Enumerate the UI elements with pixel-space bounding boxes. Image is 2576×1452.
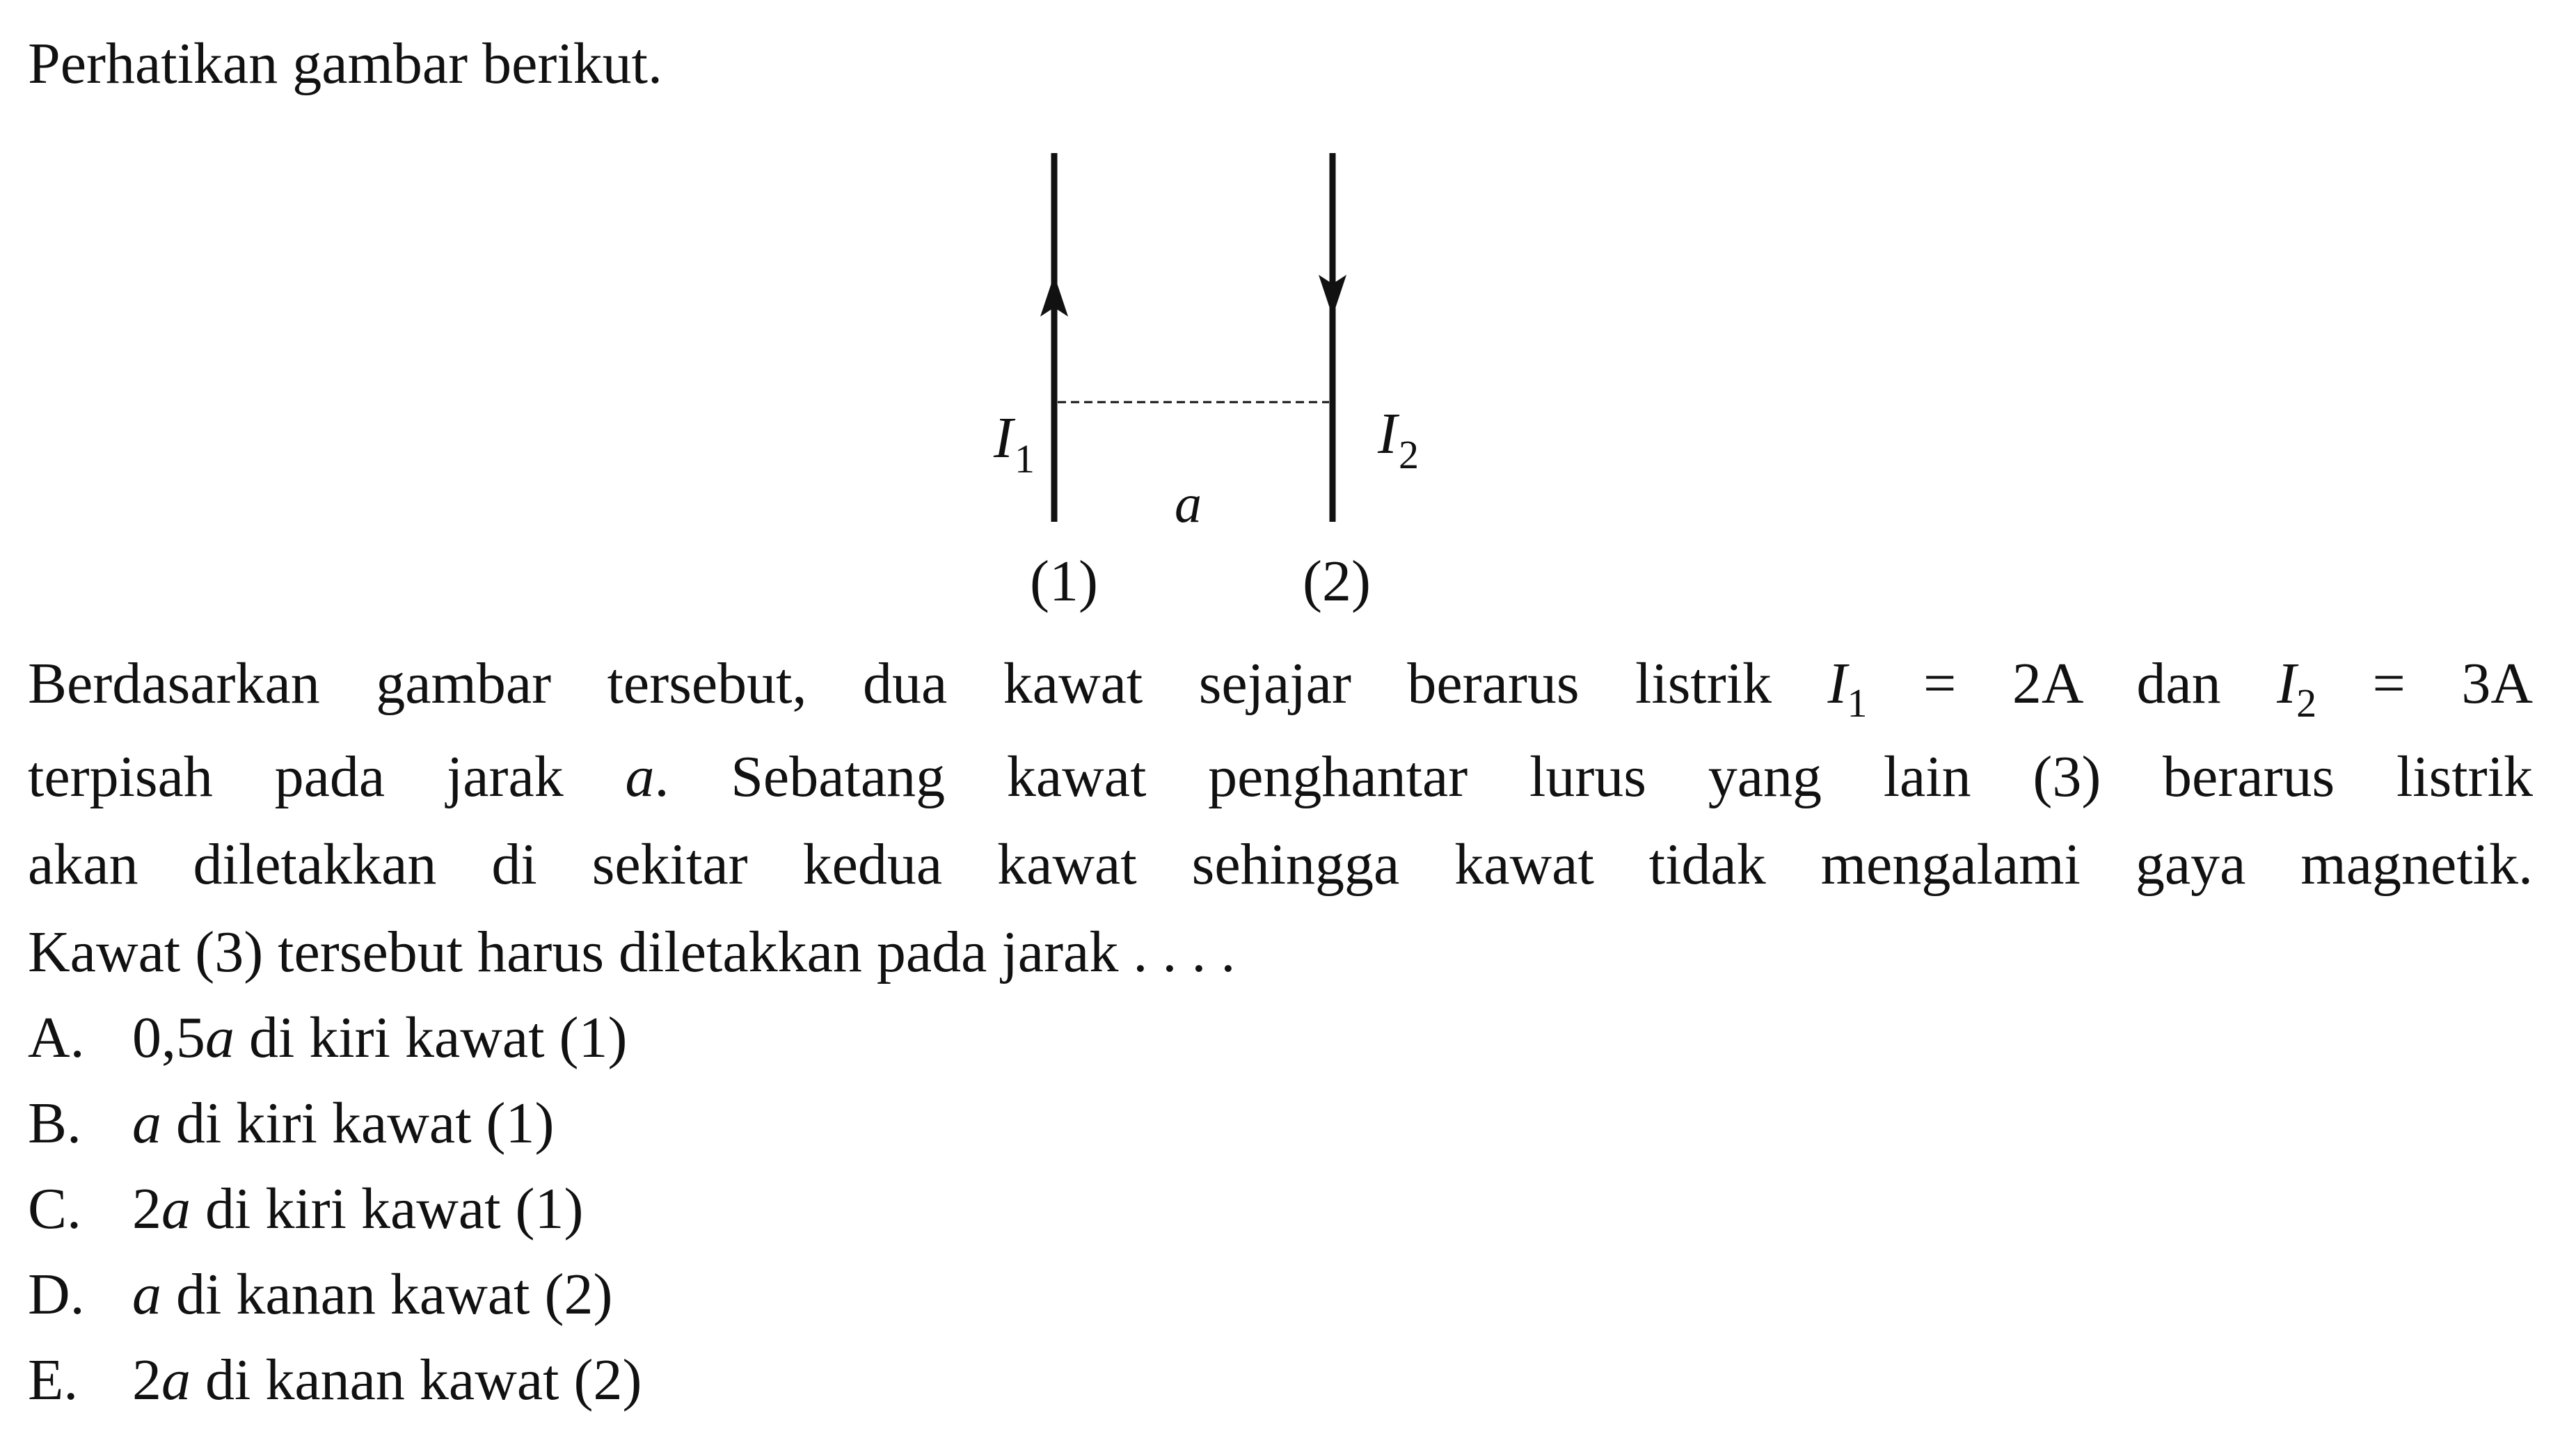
option-letter: A. xyxy=(28,1005,85,1070)
option-letter: E. xyxy=(28,1348,79,1412)
option-letter: C. xyxy=(28,1176,82,1241)
option-text: 2a di kiri kawat (1) xyxy=(132,1176,584,1241)
current-1-label: $I_1$ xyxy=(994,406,1035,481)
wire-1-number: (1) xyxy=(1030,549,1098,614)
wire-2-number: (2) xyxy=(1303,549,1371,614)
option-text: a di kanan kawat (2) xyxy=(132,1262,613,1327)
question-line-1: Berdasarkan gambar tersebut, dua kawat sejajar berarus listrik $I_1 = 2A$ dan $I_2 = 3A$ xyxy=(28,651,2534,726)
question-line-4: Kawat (3) tersebut harus diletakkan pada jarak . . . . xyxy=(28,920,1236,984)
option-letter: B. xyxy=(28,1091,82,1156)
option-letter: D. xyxy=(28,1262,85,1327)
option-d[interactable] xyxy=(28,1252,642,1337)
parallel-wires-figure xyxy=(932,146,1420,647)
option-text: 0,5a di kiri kawat (1) xyxy=(132,1005,628,1070)
answer-options xyxy=(28,995,642,1423)
question-text xyxy=(28,640,2533,996)
option-e[interactable] xyxy=(28,1337,642,1423)
question-line-2: terpisah pada jarak a. Sebatang kawat penghantar lurus yang lain (3) berarus listrik xyxy=(28,744,2533,809)
question-line-3: akan diletakkan di sekitar kedua kawat sehingga kawat tidak mengalami gaya magnetik. xyxy=(28,832,2533,897)
distance-label: a xyxy=(1175,473,1202,534)
option-text: 2a di kanan kawat (2) xyxy=(132,1348,642,1412)
option-c[interactable] xyxy=(28,1166,642,1252)
option-b[interactable] xyxy=(28,1080,642,1166)
current-2-label: $I_2$ xyxy=(1378,401,1419,477)
intro-text: Perhatikan gambar berikut. xyxy=(28,31,663,96)
option-text: a di kiri kawat (1) xyxy=(132,1091,555,1156)
option-a[interactable] xyxy=(28,995,642,1080)
